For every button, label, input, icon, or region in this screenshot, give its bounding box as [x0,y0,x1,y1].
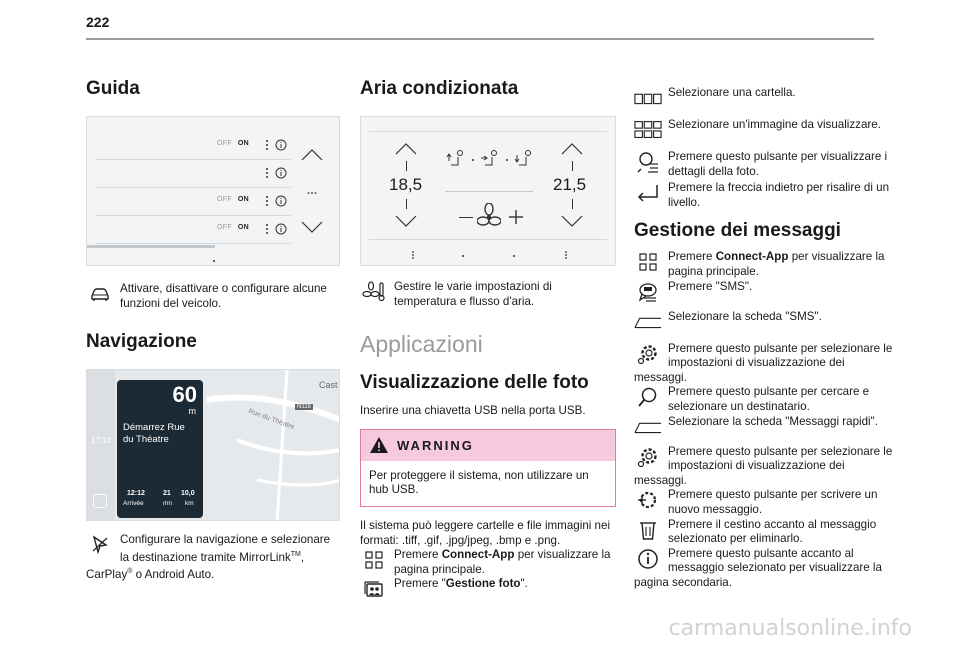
separator-dot [472,159,474,161]
foto-step-1 [360,548,616,577]
info-icon[interactable] [275,139,287,151]
temp-right-line [572,199,573,209]
msg-text: Premere questo pulsante per cercare e selezionare un destinatario. [668,385,870,413]
bottom-divider [369,239,607,240]
toggle-switch[interactable]: OFF ON [217,196,250,203]
trademark-sup: TM [290,550,301,558]
info-icon[interactable] [275,195,287,207]
registered-sup: ® [127,568,133,576]
warning-body: Per proteggere il sistema, non utilizzare un hub USB. [369,468,589,497]
settings-gear-icon [634,445,662,469]
warning-header [361,430,615,461]
app-square-icon[interactable] [93,494,107,508]
msg-settings-1 [634,342,896,386]
distance-unit: m [188,406,196,417]
msg-info [634,547,896,591]
navigation-arrow-icon [86,533,114,557]
chevron-down-icon[interactable] [395,215,417,227]
msg-text: Premere "SMS". [668,279,753,293]
item-folder [634,86,896,110]
nav-desc-text: , CarPlay [86,550,305,582]
folder-grid-icon [634,86,662,110]
page-dot [513,255,515,257]
more-icon[interactable] [411,250,415,260]
msg-search [634,385,896,414]
connect-app-icon [634,250,662,274]
messaggi-title: Gestione dei messaggi [634,220,841,242]
foto-title: Visualizzazione delle foto [360,372,589,394]
airflow-face-icon[interactable] [445,149,467,171]
msg-new [634,488,896,517]
road-badge: N118 [297,404,311,411]
msg-text: Premere il cestino accanto al messaggio selezionato per eliminarlo. [668,517,877,546]
step-bold: Connect-App [441,548,515,562]
warning-icon [369,436,389,454]
chevron-down-icon[interactable] [561,215,583,227]
arrival-label: Arrivée [123,500,144,508]
remaining-label: km [185,500,194,508]
msg-tab-sms [634,310,896,334]
item-text: Premere la freccia indietro per risalire di un livello. [668,181,890,209]
page-indicator-dot [213,260,215,262]
climate-icon [360,280,388,304]
msg-text: Premere questo pulsante per selezionare le impostazioni di visualizzazione dei messaggi. [634,444,893,487]
tab-icon [634,310,662,334]
foto-formats: Il sistema può leggere cartelle e file immagini nei formati: .tiff, .gif, .jpg/jpeg, .bmp e .png. [360,518,611,547]
scroll-progress [87,245,215,248]
chevron-down-icon[interactable] [301,221,323,233]
tab-icon [634,415,662,439]
more-icon[interactable] [265,195,269,207]
column-2 [360,78,616,601]
climate-screen [360,116,616,266]
more-icon[interactable] [564,250,568,260]
aria-title: Aria condizionata [360,78,519,99]
car-icon [86,282,114,306]
instruction-line-2: du Théatre [123,434,169,446]
more-horizontal-icon[interactable] [307,191,317,195]
column-3 [634,86,896,590]
msg-sms [634,280,896,304]
guidance-card [117,380,203,518]
chevron-up-icon[interactable] [561,143,583,155]
settings-gear-icon [634,342,662,366]
nav-desc-text: Configurare la navigazione e selezionare la destinazione tramite MirrorLink [120,533,331,564]
msg-connect-app [634,250,896,279]
msg-text: Premere Connect-App per visualizzare la pagina principale. [668,250,885,278]
temp-right-line [572,161,573,171]
info-icon[interactable] [275,223,287,235]
duration-label: mn [163,500,173,508]
distance-value: 60 [172,382,197,408]
navigazione-description [86,533,340,583]
chevron-up-icon[interactable] [301,149,323,161]
row-divider [95,243,291,244]
guida-title: Guida [86,78,140,99]
top-divider [369,131,607,132]
warning-title: WARNING [397,437,474,453]
page-dot [462,255,464,257]
connect-app-icon [360,548,388,572]
msg-text: Selezionare la scheda "Messaggi rapidi". [668,414,878,428]
step-text: per visualizzare la pagina principale. [394,548,611,576]
airflow-body-icon[interactable] [479,149,501,171]
more-icon[interactable] [265,167,269,179]
image-grid-icon [634,118,662,142]
mid-divider [445,191,533,192]
msg-delete [634,518,896,547]
step-bold: Gestione foto [445,577,521,591]
item-text: Premere questo pulsante per visualizzare i dettagli della foto. [668,150,888,178]
more-icon[interactable] [265,223,269,235]
photo-manager-icon [360,577,388,601]
applicazioni-title: Applicazioni [360,331,483,358]
msg-text: Premere questo pulsante per selezionare le impostazioni di visualizzazione dei messaggi. [634,341,893,384]
guida-description [86,282,340,311]
info-icon [634,547,662,571]
foto-step-2 [360,577,616,601]
step-text: ". [520,577,528,591]
item-details [634,150,896,179]
temp-left[interactable]: 18,5 [389,175,423,194]
fan-icon[interactable] [477,203,501,229]
nav-desc-text: o Android Auto. [132,568,215,582]
sms-bubble-icon [634,280,662,304]
temp-left-line [406,199,407,209]
duration-value: 21 [163,490,171,498]
item-back [634,181,896,210]
top-rule [86,38,874,40]
arrival-time: 12:12 [127,490,145,498]
back-arrow-icon [634,181,662,205]
item-text: Selezionare un'immagine da visualizzare. [668,118,881,131]
row-divider [95,215,291,216]
navigation-screen [86,369,340,521]
step-text: Premere " [394,577,446,591]
temp-left-line [406,161,407,171]
chevron-up-icon[interactable] [395,143,417,155]
separator-dot [506,159,508,161]
msg-settings-2 [634,445,896,489]
column-1 [86,78,340,583]
msg-text: Premere questo pulsante per scrivere un nuovo messaggio. [668,488,878,516]
fan-decrease-icon[interactable] [459,217,473,218]
guida-desc-text: Attivare, disattivare o configurare alcune funzioni del veicolo. [120,282,327,310]
toggle-switch[interactable]: OFF ON [217,224,250,231]
foto-intro: Inserire una chiavetta USB nella porta USB. [360,404,586,418]
item-image [634,118,896,142]
page-number: 222 [86,14,110,30]
new-message-icon [634,488,662,512]
navigazione-title: Navigazione [86,331,197,353]
trash-icon [634,518,662,542]
warning-box [360,429,616,507]
search-icon [634,385,662,409]
toggle-switch[interactable]: OFF ON [217,140,250,147]
aria-description [360,280,616,309]
row-divider [95,187,291,188]
details-search-icon [634,150,662,174]
step-text: Premere [394,548,442,562]
map-label: Cast [319,380,338,391]
driving-settings-screen [86,116,340,266]
clock: 17:10 [91,436,112,446]
msg-text: Premere questo pulsante accanto al messaggio selezionato per visualizzare la pagina secondaria. [634,546,882,589]
item-text: Selezionare una cartella. [668,86,796,99]
watermark: carmanualsonline.info [668,616,912,641]
remaining-value: 10,0 [181,490,195,498]
temp-right[interactable]: 21,5 [553,175,587,194]
msg-text: Selezionare la scheda "SMS". [668,309,822,323]
msg-tab-quick [634,415,896,439]
row-divider [95,159,291,160]
instruction-line-1: Démarrez Rue [123,422,185,434]
road-label: Rue du Théatre [247,408,296,432]
aria-desc-text: Gestire le varie impostazioni di temperatura e flusso d'aria. [394,280,552,308]
fan-increase-icon[interactable] [509,210,523,224]
info-icon[interactable] [275,167,287,179]
more-icon[interactable] [265,139,269,151]
airflow-feet-icon[interactable] [513,149,535,171]
